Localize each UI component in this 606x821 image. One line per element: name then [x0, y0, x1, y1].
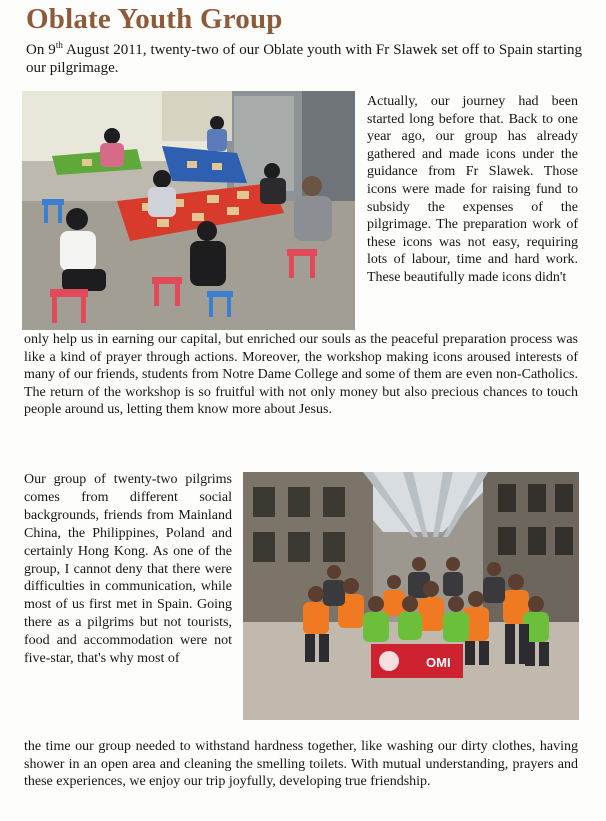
banner-omi-text: OMI: [426, 655, 451, 670]
ordinal-superscript: th: [55, 40, 63, 50]
page-title: Oblate Youth Group: [26, 3, 283, 35]
intro-paragraph: [26, 42, 582, 77]
group-photo: [243, 472, 579, 720]
section2-full-paragraph: the time our group needed to withstand hardness together, like washing our dirty clothes, having shower in an open area and cleaning the smelling toilets. With mutual understanding, prayers and these experiences, we enjoy our trip joyfully, developing true friendship.: [24, 739, 578, 790]
intro-text-rest: August 2011, twenty-two of our Oblate youth with Fr Slawek set off to Spain starting our pilgrimage.: [26, 42, 582, 76]
section1-wrap-paragraph: Actually, our journey had been started long before that. Back to one year ago, our group has already gathered and made icons under the guidance from Fr Slawek. Those icons were made for raising fund to subsidy the expenses of the pilgrimage. The preparation work of these icons was not easy, requiring lots of labour, time and hard work. These beautifully made icons didn't: [367, 94, 578, 285]
intro-text-start: On 9: [26, 42, 56, 58]
section2-wrap-paragraph: Our group of twenty-two pilgrims comes from different social backgrounds, friends from Mainland China, the Philippines, Poland and certainly Hong Kong. As one of the group, I cannot deny that there were difficulties in communication, while most of us first met in Spain. Going there as a pilgrims but not tourists, food and accommodation were not five-star, that's why most of: [24, 472, 232, 667]
workshop-photo: [22, 91, 355, 330]
section1-full-paragraph: only help us in earning our capital, but enriched our souls as the peaceful preparation process was like a kind of prayer through actions. Moreover, the workshop making icons aroused interests of many of our friends, students from Notre Dame College and some of them are even non-Catholics. The return of the workshop is so fruitful with not only money but also precious chances to touch people around us, letting them know more about Jesus.: [24, 332, 578, 418]
